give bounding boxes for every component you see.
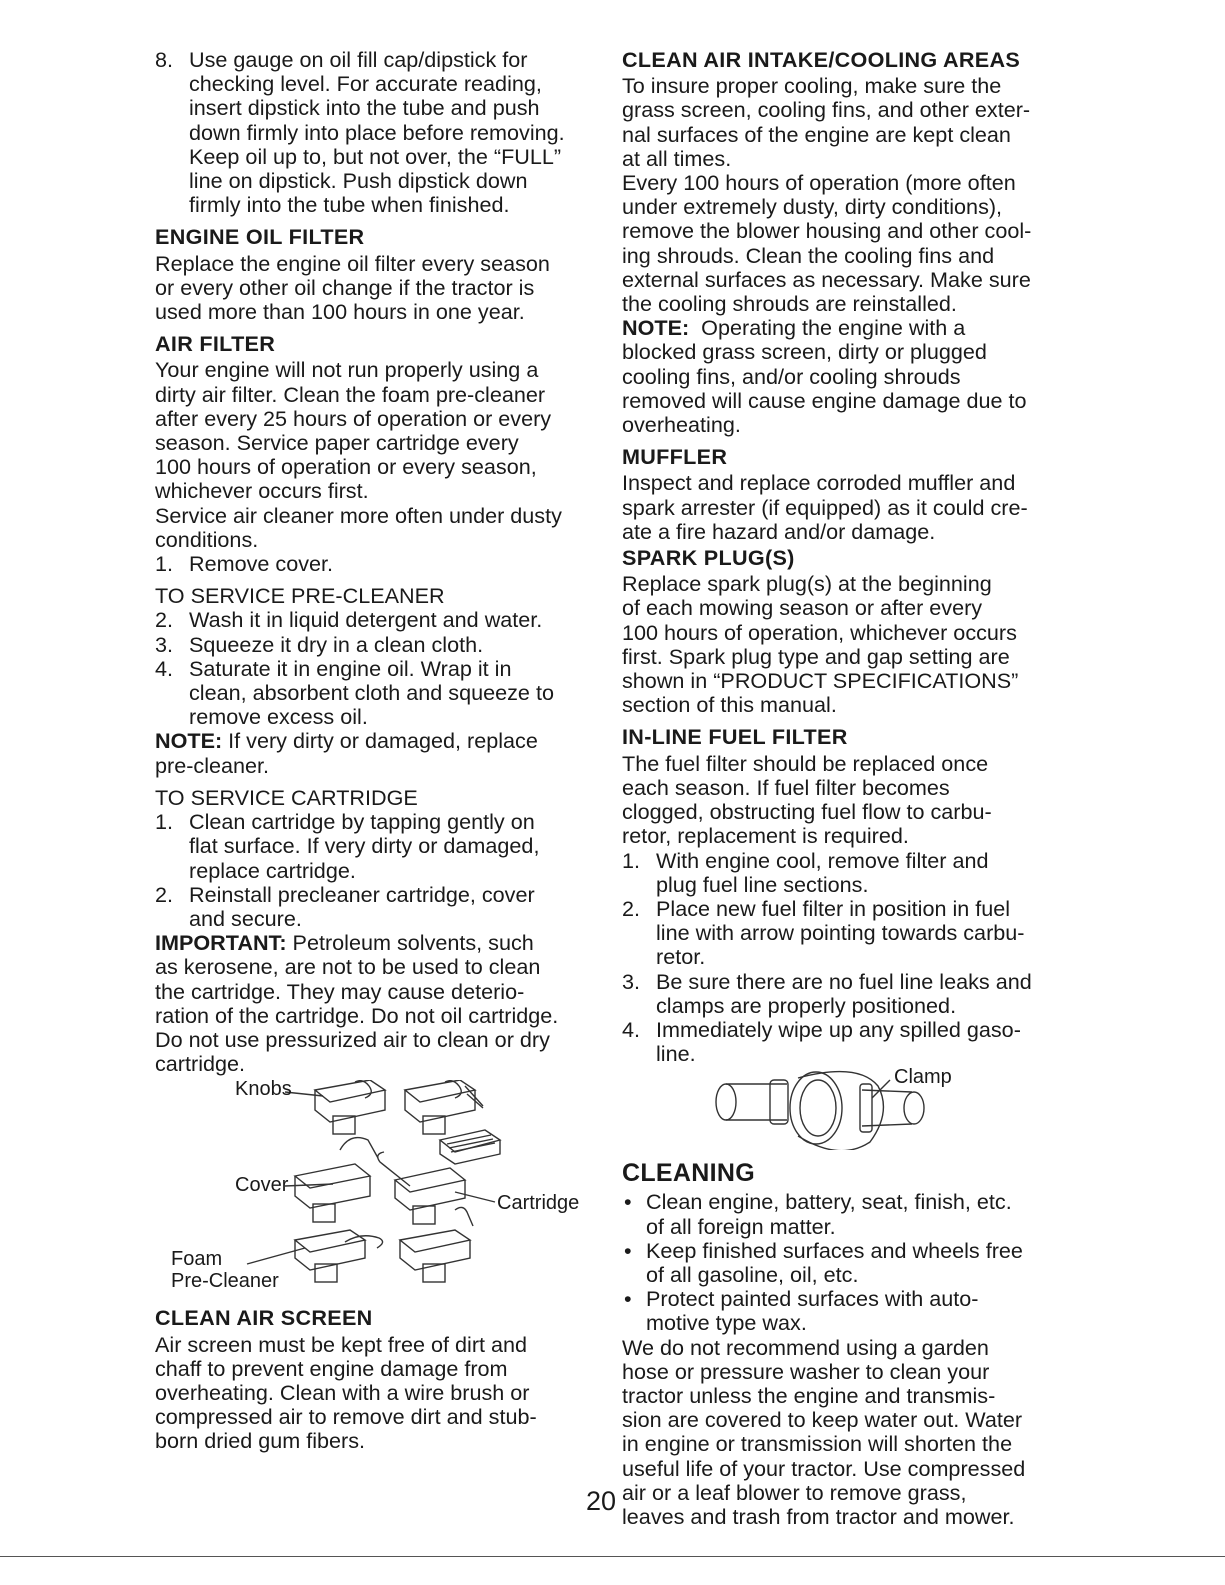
- muffler-heading: MUFFLER: [622, 444, 728, 470]
- step-number: 1.: [155, 809, 174, 835]
- step-number: 4.: [155, 655, 174, 681]
- text-line: Replace spark plug(s) at the beginning: [622, 571, 992, 597]
- text-line: firmly into the tube when finished.: [189, 192, 510, 218]
- text-line: useful life of your tractor. Use compressed: [622, 1455, 1026, 1481]
- note-label: NOTE:: [155, 728, 223, 754]
- text-line: clogged, obstructing fuel flow to carbu-: [622, 799, 992, 825]
- pre-cleaner-step: [155, 657, 595, 730]
- text-line: spark arrester (if equipped) as it could cre-: [622, 494, 1028, 520]
- cleaning-bullet: [622, 1239, 1067, 1287]
- bullet-dot: •: [624, 1237, 632, 1263]
- step-number: 4.: [622, 1016, 641, 1042]
- text-line: replace cartridge.: [189, 857, 356, 883]
- text-line: overheating.: [622, 412, 741, 438]
- text-line: flat surface. If very dirty or damaged,: [189, 833, 540, 859]
- text-line: clamps are properly positioned.: [656, 992, 957, 1018]
- text-line: Place new fuel filter in position in fuel: [656, 895, 1011, 921]
- text-line: external surfaces as necessary. Make sure: [622, 266, 1031, 292]
- text-line: line with arrow pointing towards carbu-: [656, 920, 1025, 946]
- text-line: the cartridge. They may cause deterio-: [155, 978, 525, 1004]
- step-number: 2.: [155, 607, 174, 633]
- bullet-dot: •: [624, 1189, 632, 1215]
- text-line: remove the blower housing and other cool-: [622, 218, 1032, 244]
- foam-label: Foam: [171, 1248, 223, 1271]
- text-line: of all foreign matter.: [646, 1213, 836, 1239]
- text-line: conditions.: [155, 526, 259, 552]
- pre-cleaner-note: [155, 729, 595, 753]
- text-line: Service air cleaner more often under dusty: [155, 502, 562, 528]
- text-line: pre-cleaner.: [155, 752, 270, 778]
- text-line: Keep finished surfaces and wheels free: [646, 1237, 1023, 1263]
- note-text: If very dirty or damaged, replace: [222, 728, 538, 754]
- text-line: chaff to prevent engine damage from: [155, 1355, 508, 1381]
- text-line: Saturate it in engine oil. Wrap it in: [189, 655, 512, 681]
- engine-oil-filter-heading: ENGINE OIL FILTER: [155, 224, 365, 250]
- step-number: 3.: [622, 968, 641, 994]
- text-line: Replace the engine oil filter every season: [155, 250, 550, 276]
- air-intake-note: [622, 316, 1067, 340]
- fuel-filter-step: [622, 970, 1067, 1018]
- text-line: retor.: [656, 944, 706, 970]
- text-line: cooling fins, and/or cooling shrouds: [622, 363, 961, 389]
- important-note: [155, 931, 595, 955]
- text-line: With engine cool, remove filter and: [656, 847, 989, 873]
- text-line: compressed air to remove dirt and stub-: [155, 1404, 537, 1430]
- cartridge-step: [155, 810, 595, 883]
- text-line: Immediately wipe up any spilled gaso-: [656, 1016, 1021, 1042]
- text-line: motive type wax.: [646, 1310, 807, 1336]
- text-line: 100 hours of operation, whichever occurs: [622, 619, 1017, 645]
- text-line: leaves and trash from tractor and mower.: [622, 1503, 1015, 1529]
- text-line: Keep oil up to, but not over, the “FULL”: [189, 143, 562, 169]
- text-line: Clean cartridge by tapping gently on: [189, 809, 535, 835]
- text-line: Air screen must be kept free of dirt and: [155, 1331, 528, 1357]
- note-label: NOTE:: [622, 315, 690, 341]
- step-number: 2.: [155, 881, 174, 907]
- spark-plugs-heading: SPARK PLUG(S): [622, 545, 795, 571]
- text-line: as kerosene, are not to be used to clean: [155, 954, 541, 980]
- text-line: first. Spark plug type and gap setting are: [622, 643, 1010, 669]
- cleaning-bullet: [622, 1287, 1067, 1335]
- text-line: checking level. For accurate reading,: [189, 71, 542, 97]
- text-line: at all times.: [622, 145, 732, 171]
- cartridge-step: [155, 883, 595, 931]
- knobs-label: Knobs: [235, 1078, 292, 1101]
- pre-cleaner-step: [155, 608, 595, 632]
- text-line: ration of the cartridge. Do not oil cartridge.: [155, 1002, 559, 1028]
- text-line: overheating. Clean with a wire brush or: [155, 1379, 530, 1405]
- text-line: section of this manual.: [622, 692, 837, 718]
- text-line: Do not use pressurized air to clean or dry: [155, 1026, 550, 1052]
- text-line: dirty air filter. Clean the foam pre-cleaner: [155, 381, 546, 407]
- text-line: To insure proper cooling, make sure the: [622, 73, 1002, 99]
- text-line: sion are covered to keep water out. Water: [622, 1407, 1023, 1433]
- remove-cover-step: [155, 552, 595, 576]
- fuel-filter-step: [622, 849, 1067, 897]
- text-line: We do not recommend using a garden: [622, 1334, 989, 1360]
- text-line: Protect painted surfaces with auto-: [646, 1286, 979, 1312]
- right-column: [622, 48, 1067, 1529]
- cartridge-label: Cartridge: [497, 1192, 580, 1215]
- text-line: remove excess oil.: [189, 704, 368, 730]
- text-line: blocked grass screen, dirty or plugged: [622, 339, 987, 365]
- cleaning-heading: CLEANING: [622, 1159, 755, 1188]
- text-line: whichever occurs first.: [155, 478, 369, 504]
- step-number: 2.: [622, 895, 641, 921]
- fuel-filter-heading: IN-LINE FUEL FILTER: [622, 724, 848, 750]
- text-line: down firmly into place before removing.: [189, 119, 565, 145]
- text-line: ing shrouds. Clean the cooling fins and: [622, 242, 995, 268]
- text-line: in engine or transmission will shorten the: [622, 1431, 1013, 1457]
- cover-label: Cover: [235, 1174, 289, 1197]
- air-filter-illustration: [155, 1080, 595, 1292]
- page-bottom-rule: [0, 1556, 1225, 1557]
- pre-cleaner-label: Pre-Cleaner: [171, 1270, 279, 1293]
- text-line: line on dipstick. Push dipstick down: [189, 168, 528, 194]
- text-line: hose or pressure washer to clean your: [622, 1358, 990, 1384]
- clean-air-screen-heading: CLEAN AIR SCREEN: [155, 1305, 373, 1331]
- text-line: Your engine will not run properly using a: [155, 357, 539, 383]
- text-line: season. Service paper cartridge every: [155, 430, 519, 456]
- air-filter-heading: AIR FILTER: [155, 331, 276, 357]
- page-number: 20: [586, 1486, 617, 1516]
- bullet-dot: •: [624, 1286, 632, 1312]
- text-line: grass screen, cooling fins, and other exter-: [622, 97, 1031, 123]
- text-line: air or a leaf blower to remove grass,: [622, 1479, 967, 1505]
- text-line: Be sure there are no fuel line leaks and: [656, 968, 1032, 994]
- text-line: used more than 100 hours in one year.: [155, 299, 525, 325]
- note-text: Operating the engine with a: [689, 315, 966, 341]
- text-line: of each mowing season or after every: [622, 595, 983, 621]
- important-text: Petroleum solvents, such: [286, 930, 534, 956]
- text-line: Remove cover.: [189, 551, 334, 577]
- text-line: each season. If fuel filter becomes: [622, 774, 950, 800]
- text-line: born dried gum fibers.: [155, 1428, 366, 1454]
- text-line: Every 100 hours of operation (more often: [622, 170, 1016, 196]
- text-line: plug fuel line sections.: [656, 871, 869, 897]
- step-number: 1.: [622, 847, 641, 873]
- text-line: nal surfaces of the engine are kept clean: [622, 121, 1011, 147]
- text-line: The fuel filter should be replaced once: [622, 750, 989, 776]
- left-column: [155, 48, 595, 1454]
- fuel-filter-step: [622, 897, 1067, 970]
- clamp-label: Clamp: [894, 1066, 952, 1089]
- fuel-filter-step: [622, 1018, 1067, 1066]
- text-line: line.: [656, 1041, 696, 1067]
- pre-cleaner-step: [155, 633, 595, 657]
- text-line: Reinstall precleaner cartridge, cover: [189, 881, 535, 907]
- text-line: retor, replacement is required.: [622, 823, 909, 849]
- text-line: tractor unless the engine and transmis-: [622, 1382, 996, 1408]
- text-line: shown in “PRODUCT SPECIFICATIONS”: [622, 668, 1019, 694]
- pre-cleaner-subheading: TO SERVICE PRE-CLEANER: [155, 583, 445, 609]
- text-line: Squeeze it dry in a clean cloth.: [189, 631, 484, 657]
- text-line: after every 25 hours of operation or every: [155, 405, 552, 431]
- text-line: removed will cause engine damage due to: [622, 387, 1027, 413]
- text-line: the cooling shrouds are reinstalled.: [622, 291, 957, 317]
- text-line: Clean engine, battery, seat, finish, etc.: [646, 1189, 1012, 1215]
- text-line: of all gasoline, oil, etc.: [646, 1261, 859, 1287]
- text-line: Inspect and replace corroded muffler and: [622, 470, 1016, 496]
- cartridge-subheading: TO SERVICE CARTRIDGE: [155, 784, 418, 810]
- step-number: 8.: [155, 47, 174, 72]
- fuel-filter-drawing: [622, 1068, 1067, 1150]
- step-number: 3.: [155, 631, 174, 657]
- text-line: Wash it in liquid detergent and water.: [189, 607, 543, 633]
- text-line: and secure.: [189, 905, 302, 931]
- text-line: 100 hours of operation or every season,: [155, 454, 537, 480]
- text-line: or every other oil change if the tractor is: [155, 274, 535, 300]
- text-line: insert dipstick into the tube and push: [189, 95, 540, 121]
- oil-gauge-step: [155, 48, 595, 217]
- fuel-filter-illustration: [622, 1068, 1067, 1150]
- text-line: cartridge.: [155, 1051, 246, 1077]
- text-line: clean, absorbent cloth and squeeze to: [189, 680, 554, 706]
- cleaning-bullet: [622, 1190, 1067, 1238]
- air-intake-heading: CLEAN AIR INTAKE/COOLING AREAS: [622, 47, 1021, 72]
- text-line: Use gauge on oil fill cap/dipstick for: [189, 47, 528, 72]
- important-label: IMPORTANT:: [155, 930, 287, 956]
- step-number: 1.: [155, 551, 174, 577]
- text-line: ate a fire hazard and/or damage.: [622, 518, 936, 544]
- text-line: under extremely dusty, dirty conditions),: [622, 194, 1003, 220]
